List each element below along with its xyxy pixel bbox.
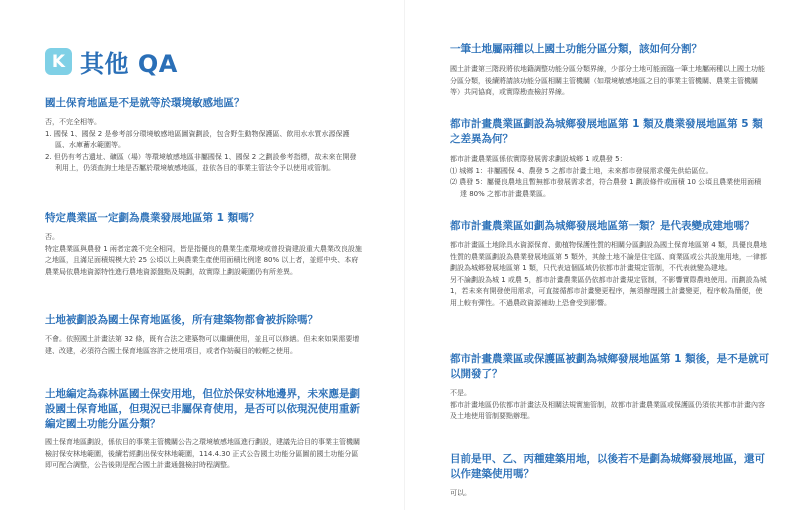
- answer-body: 國土保育地區劃設，係依目的事業主管機關公告之環境敏感地區進行劃設，建議先洽目的事業主管機關檢討保安林地範圍，後續若經劃出保安林地範圍，114.4.30 正式公告國土功能分區圖前國土功能分區即可配合調整，公告後則是配合國土計畫通盤檢討時程調整。: [45, 438, 360, 469]
- answer-body: 都市計畫區土地除具水資源保育、動植物保護性質的相關分區劃設為國土保育地區第 4 類，具優良農地性質的農業區劃設為農業發展地區第 5 類外，其餘土地不論是住宅區、商業區或公共設施用地，一律都劃設為城鄉發展地區第 1 類，只代表這個區域仍依都市計畫規定管制，不代表就變為建地。: [450, 241, 767, 272]
- answer-body: 特定農業區與農發 1 兩者定義不完全相同，皆是指優良的農業生產環境或曾投資建設重大農業改良設施之地區，且滿足面積規模大於 25 公頃以上與農業生產使用面積比例達 80% 以上者，並經中央、本府農業局依農地資源特性進行農地資源盤點及規劃，故實際上劃設範圍仍有所差異。: [45, 244, 362, 276]
- answer-body: 都市計畫地區仍依都市計畫法及相關法規實施管制，故都市計畫農業區或保護區仍須依其都市計畫內容及土地使用管制要點辦理。: [450, 400, 765, 420]
- question-heading: 特定農業區一定劃為農業發展地區第 1 類嗎？: [45, 212, 260, 224]
- question-heading: 國土保育地區是不是就等於環境敏感地區？: [45, 97, 245, 109]
- answer-block: [45, 334, 363, 357]
- page-header: [45, 44, 178, 79]
- answer-intro: 否。: [45, 233, 59, 241]
- answer-body: 國土計畫第三階段將依地籍調整功能分區分類界線，少部分土地可能面臨一筆土地屬兩種以上國土功能分區分類，後續將請該功能分區相關主管機關（如環境敏感地區之目的事業主管機關、農業主管機關等）共同協商，或實際勘查檢討界線。: [450, 65, 765, 96]
- answer-intro: 可以。: [450, 489, 471, 497]
- page-gutter: [404, 0, 405, 510]
- answer-body: 不會。依照國土計畫法第 32 條，既有合法之建築物可以繼續使用，並且可以修繕。但未來如果需要增建、改建，必須符合國土保育地區容許之使用項目，或者作妨礙目的較輕之使用。: [45, 335, 360, 355]
- answer-body: 另不論劃設為城 1 或農 5，都市計畫農業區仍依都市計畫規定管制，不影響實際農地使用。而劃設為城 1，若未來有開發使用需求，可直接循都市計畫變更程序，無須辦理國土計畫變更，程序較為簡便，使用上較有彈性。不過農政資源補助上恐會受到影響。: [450, 275, 767, 307]
- answer-block: [45, 437, 363, 472]
- answer-item: 1. 國保 1、國保 2 是參考部分環境敏感地區圖資劃設，包含野生動物保護區、飲用水水質水源保護區、水庫蓄水範圍等。: [45, 129, 350, 149]
- question-heading: 土地編定為森林區國土保安用地，但位於保安林地邊界，未來應是劃設國土保育地區，但現況已非屬保育使用，是否可以依現況使用重新編定國土功能分區分類？: [45, 388, 360, 430]
- answer-block: [450, 64, 768, 99]
- answer-intro: 否，不完全相等。: [45, 118, 101, 126]
- answer-block: [45, 117, 363, 175]
- page-title: 其他 QA: [80, 50, 178, 78]
- answer-intro: 都市計畫農業區係依實際發展需求劃設城鄉 1 或農發 5：: [450, 155, 627, 163]
- answer-block: [450, 488, 768, 500]
- question-heading: 都市計畫農業區如劃為城鄉發展地區第一類？是代表變成建地嗎？: [450, 220, 755, 232]
- answer-item: ⑴ 城鄉 1：非屬國保 4、農發 5 之都市計畫土地，未來都市發展需求優先供給區位。: [450, 166, 713, 175]
- question-heading: 都市計畫農業區或保護區被劃為城鄉發展地區第 1 類後，是不是就可以開發了？: [450, 353, 770, 380]
- answer-block: [45, 232, 363, 278]
- answer-block: [450, 154, 768, 200]
- question-heading: 目前是甲、乙、丙種建築用地，以後若不是劃為城鄉發展地區，還可以作建築使用嗎？: [450, 453, 765, 480]
- answer-item: 2. 但仍有考古遺址、礦區（場）等環境敏感地區非屬國保 1、國保 2 之劃設參考指標，故未來在開發利用上，仍須查詢土地是否屬於環境敏感地區，並依各目的事業主管法令予以使用或管制。: [45, 152, 357, 172]
- question-heading: 一筆土地屬兩種以上國土功能分區分類，該如何分割？: [450, 43, 702, 55]
- section-badge: K: [45, 48, 72, 75]
- answer-block: [450, 388, 768, 423]
- question-heading: 都市計畫農業區劃設為城鄉發展地區第 1 類及農業發展地區第 5 類之差異為何？: [450, 118, 763, 145]
- answer-intro: 不是。: [450, 389, 471, 397]
- question-heading: 土地被劃設為國土保育地區後，所有建築物都會被拆除嗎？: [45, 314, 318, 326]
- answer-item: ⑵ 農發 5：屬優良農地且暫無都市發展需求者，符合農發 1 劃設條件或面積 10 公頃且農業使用面積達 80% 之都市計畫農業區。: [450, 178, 762, 198]
- answer-block: [450, 240, 768, 309]
